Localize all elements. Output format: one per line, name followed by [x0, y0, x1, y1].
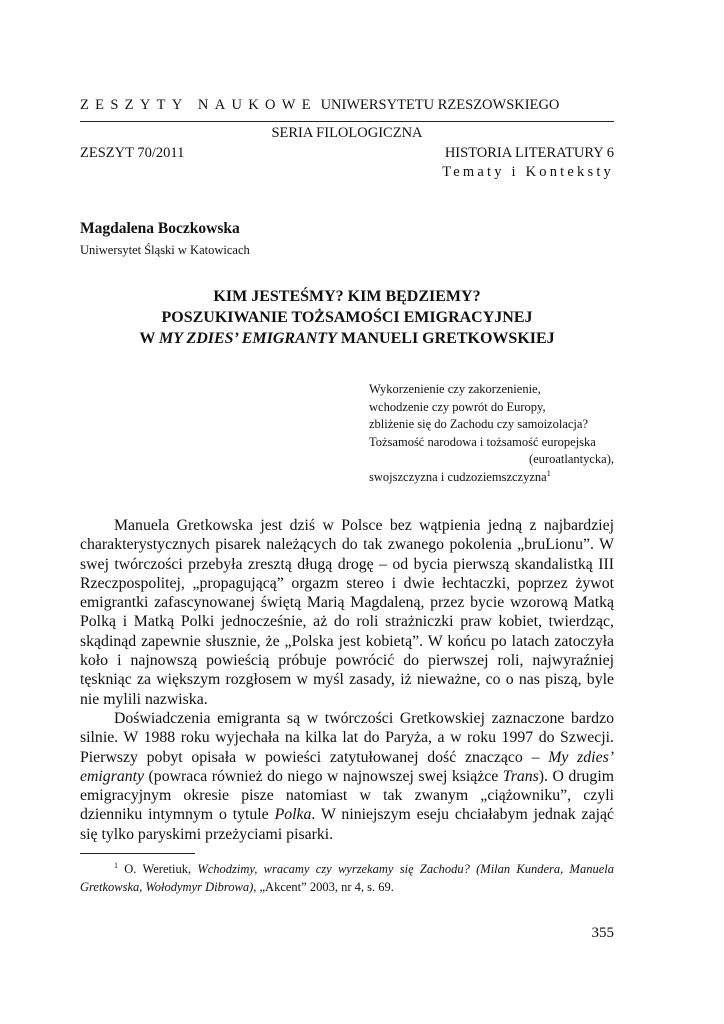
article-body [80, 516, 614, 844]
author-name: Magdalena Boczkowska [80, 220, 240, 237]
epigraph [369, 381, 614, 486]
epigraph-line: wchodzenie czy powrót do Europy, [369, 399, 546, 414]
page-number: 355 [591, 925, 614, 941]
footnote-ref: 1 [546, 468, 551, 478]
footnote-text: O. Weretiuk, [118, 862, 198, 876]
author-affiliation: Uniwersytet Śląski w Katowicach [80, 243, 250, 257]
subseries-label: Tematy i Konteksty [442, 164, 614, 180]
p2-text: ). O drugim emigracyjnym okresie pisze natomiast w tak zwanym „ciążowniku”, czyli dzienniku intymnym o tytule [80, 767, 614, 824]
issue-number: ZESZYT 70/2011 [80, 145, 185, 161]
footnote-number: 1 [114, 860, 118, 870]
p2-text: (powraca również do niego w najnowszej swej książce [144, 767, 503, 785]
article-page [80, 0, 614, 1024]
p2-italic-title: Trans [502, 767, 539, 785]
footnote [80, 861, 614, 896]
p2-text: . W niniejszym eseju chciałabym jednak zająć się tylko paryskimi przeżyciami pisarki. [80, 806, 614, 843]
epigraph-line-right: (euroatlantycka), [528, 452, 614, 466]
title-line-3-italic: MY ZDIES’ EMIGRANTY [159, 330, 337, 347]
title-line-3 [80, 328, 614, 349]
journal-title [80, 97, 614, 114]
header-rule [80, 121, 614, 122]
history-label: HISTORIA LITERATURY 6 [444, 145, 614, 161]
title-line-1: KIM JESTEŚMY? KIM BĘDZIEMY? [213, 288, 481, 305]
journal-title-spaced: ZESZYTY NAUKOWE [80, 97, 317, 113]
paragraph-2 [80, 709, 614, 844]
title-line-3-prefix: W [139, 330, 160, 347]
epigraph-line: Tożsamość narodowa i tożsamość europejska [369, 434, 596, 449]
epigraph-line: zbliżenie się do Zachodu czy samoizolacja? [369, 417, 588, 431]
p2-italic-title: Polka [274, 806, 312, 824]
footnote-text: , „Akcent” 2003, nr 4, s. 69. [253, 879, 394, 894]
epigraph-last-line [369, 469, 614, 487]
p2-italic-title: My zdies’ emigranty [80, 748, 614, 785]
paragraph-1: Manuela Gretkowska jest dziś w Polsce bez wątpienia jedną z najbardziej charakterystycznych pisarek należących do tak zwanego pokolenia „bruLionu”. W swej twórczości przebyła zresztą długą drogę – od bycia pierwszą skandalistką III Rzeczpospolitej, „propagującą” orgazm stereo i dwie łechtaczki, poprzez żywot emigrantki zafascynowanej świętą Marią Magdaleną, przez bycie wzorową Matką Polką i Matką Polki jednocześnie, aż do roli strażniczki praw kobiet, twierdząc, skądinąd zapewnie słusznie, że „Polska jest kobietą”. W końcu po latach zatoczyła koło i najnowszą powieścią próbuje powrócić do pierwszej roli, najwyraźniej tęskniąc za większym rozgłosem w myśl zasady, iż nieważne, co o nas piszą, byle nie mylili nazwiska. [80, 517, 614, 708]
p2-text: Doświadczenia emigranta są w twórczości Gretkowskiej zaznaczone bardzo silnie. W 1988 roku wyjechała na kilka lat do Paryża, a w roku 1997 do Szwecji. Pierwszy pobyt opisała w powieści zatytułowanej dość znacząco – [80, 709, 614, 766]
footnote-rule [80, 853, 195, 854]
title-line-3-suffix: MANUELI GRETKOWSKIEJ [336, 330, 555, 347]
footnote-italic: Wchodzimy, wracamy czy wyrzekamy się Zachodu? (Milan Kundera, Manuela Gretkowska, Wołodymyr Dibrowa) [80, 862, 614, 894]
article-title [80, 286, 614, 349]
epigraph-last-text: swojszczyzna i cudzoziemszczyzna [369, 469, 547, 484]
series-name: SERIA FILOLOGICZNA [271, 125, 423, 141]
title-line-2: POSZUKIWANIE TOŻSAMOŚCI EMIGRACYJNEJ [161, 309, 533, 326]
epigraph-line: Wykorzenienie czy zakorzenienie, [369, 382, 541, 396]
journal-title-rest: UNIWERSYTETU RZESZOWSKIEGO [320, 97, 560, 113]
